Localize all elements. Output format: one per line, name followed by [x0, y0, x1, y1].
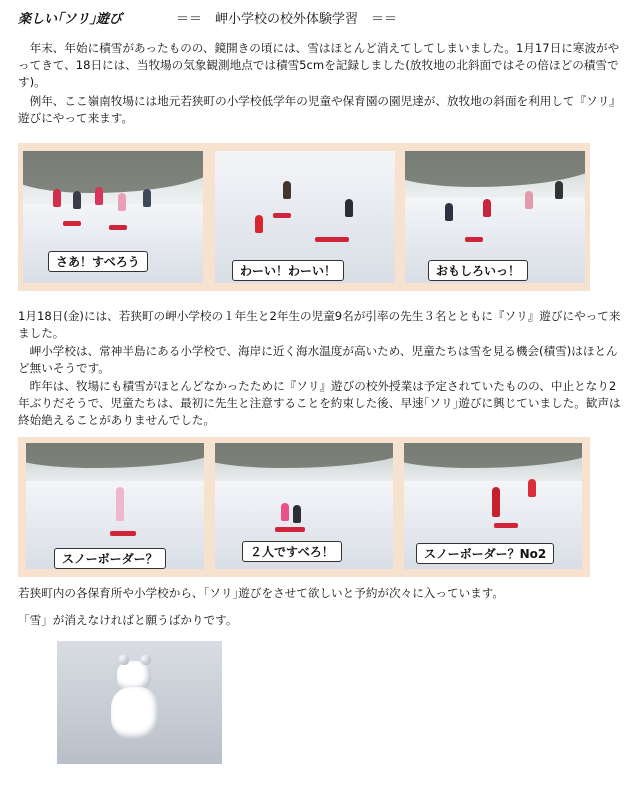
page-subtitle: ＝＝ 岬小学校の校外体験学習 ＝＝ [176, 12, 398, 27]
snow-bear-photo [57, 641, 222, 764]
body-paragraph-3: 昨年は、牧場にも積雪がほとんどなかったために『ソリ』遊びの校外授業は予定されていたものの、中止となり2年ぶりだそうで、児童たちは、最初に先生と注意することを約束した後、早速｢ソリ｣遊びに興じていました。歓声は終始絶えることがありませんでした。 [18, 379, 621, 427]
body-paragraph-2: 岬小学校は、常神半島にある小学校で、海岸に近く海水温度が高いため、児童たちは雪を見る機会(積雪)はほとんど無いそうです。 [18, 344, 618, 375]
photo-caption-1: さあ！すべろう [48, 251, 148, 272]
photo-strip-1 [18, 143, 590, 291]
footer-paragraph-1: 若狭町内の各保育所や小学校から、｢ソリ｣遊びをさせて欲しいと予約が次々に入っています。 [18, 586, 505, 600]
photo-caption-6: スノーボーダー？No2 [416, 543, 554, 564]
photo-caption-5: ２人ですべろ！ [242, 541, 342, 562]
page-title-row [18, 8, 398, 27]
page-title: 楽しい｢ソリ｣遊び [18, 12, 123, 27]
photo-caption-4: スノーボーダー？ [54, 548, 166, 569]
photo-caption-2: わーい！わーい！ [232, 260, 344, 281]
body-paragraph-1: 1月18日(金)には、若狭町の岬小学校の１年生と2年生の児童9名が引率の先生３名とともに『ソリ』遊びにやって来ました。 [18, 309, 621, 340]
photo-caption-3: おもしろいっ！ [428, 260, 528, 281]
photo-strip-2 [18, 437, 590, 577]
intro-paragraph-2: 例年、ここ嶺南牧場には地元若狭町の小学校低学年の児童や保育園の園児達が、放牧地の斜面を利用して『ソリ』遊びにやって来ます。 [18, 94, 621, 125]
intro-paragraph-1: 年末、年始に積雪があったものの、鏡開きの頃には、雪はほとんど消えてしてしまいました。1月17日に寒波がやってきて、18日には、当牧場の気象観測地点では積雪5cmを記録しました(放牧地の北斜面ではその倍ほどの積雪です)。 [18, 41, 620, 89]
footer-paragraph-2: 「雪」が消えなければと願うばかりです。 [18, 613, 238, 627]
